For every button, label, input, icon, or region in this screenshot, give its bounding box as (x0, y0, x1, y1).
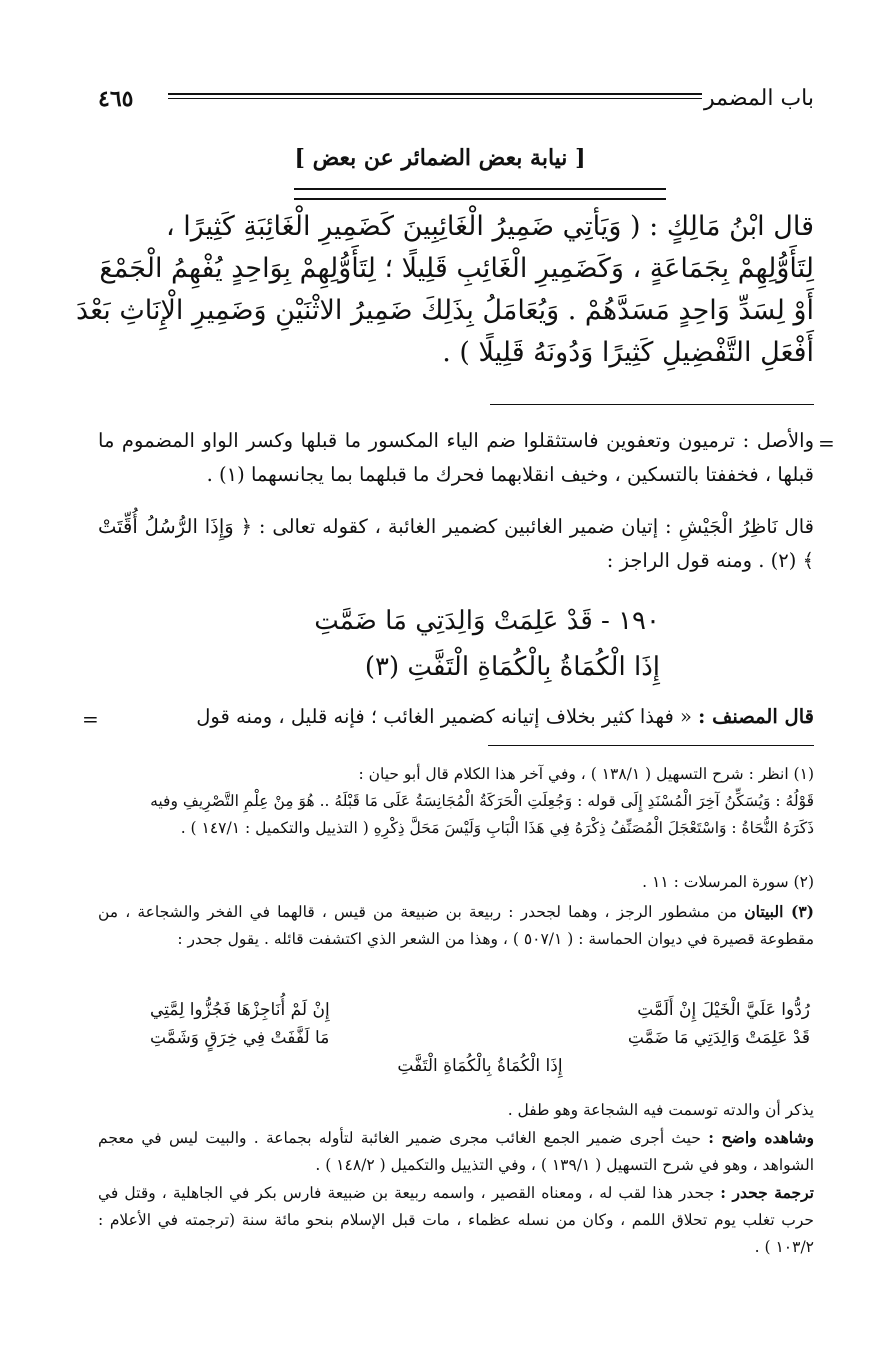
asl-paragraph: والأصل : ترميون وتعفوين فاستثقلوا ضم الياء المكسور ما قبلها وكسر الواو المضموم ما قبلها ، فخففتا بالتسكين ، وخيف انقلابهما فحرك ما قبلهما بما يجانسهما (١) . (98, 429, 814, 486)
verse-hemistich: رُدُّوا عَلَيَّ الْخَيْلَ إِنْ أَلَمَّتِ (637, 1000, 810, 1020)
nazir-paragraph: قال نَاظِرُ الْجَيْشِ : إتيان ضمير الغائبين كضمير الغائبة ، كقوله تعالى : ﴿ وَإِذَا الرُّسُلُ أُقِّتَتْ ﴾ (٢) . ومنه قول الراجز : (98, 515, 814, 572)
footnote-3 (98, 898, 814, 953)
footnote-line: ذَكَرَهُ النُّحَاةُ : وَاسْتَعْجَلَ الْمُصَنِّفُ ذِكْرَهُ فِي هَذَا الْبَابِ وَلَيْسَ مَحَلَّ ذِكْرِهِ ( التذييل والتكميل : ١٤٧/١ ) . (180, 819, 814, 837)
footnote-2 (98, 869, 814, 896)
verse-hemistich: قَدْ عَلِمَتْ وَالِدَتِي مَا ضَمَّتِ (627, 1028, 810, 1048)
poem-line: ١٩٠ - قَدْ عَلِمَتْ وَالِدَتِي مَا ضَمَّتِ (314, 606, 660, 636)
footnote-line: (٢) سورة المرسلات : ١١ . (642, 873, 814, 891)
header-rule (168, 93, 702, 99)
ibn-malik-quote (76, 206, 814, 374)
quote-rule (490, 404, 814, 405)
footnote-1 (98, 761, 814, 842)
footnote-text: جحدر هذا لقب له ، ومعناه القصير ، واسمه ربيعة بن ضبيعة فارس بكر في الجاهلية ، وقتل في حرب تغلب يوم تحلاق اللمم ، وكان من نسله عظماء ، مات قبل الإسلام بنحو مائة سنة (ترجمته في الأعلام : ١٠٣/٢ ) . (98, 1184, 814, 1256)
footnote-line: يذكر أن والدته توسمت فيه الشجاعة وهو طفل . (507, 1101, 814, 1119)
footnote-text: حيث أجرى ضمير الجمع الغائب مجرى ضمير الغائبة لتأوله بجماعة . والبيت ليس في معجم الشواهد ، وهو في شرح التسهيل ( ١٣٩/١ ) ، وفي التذييل والتكميل ( ١٤٨/٢ ) . (98, 1129, 814, 1174)
footnote-3-continued (98, 1097, 814, 1261)
footnote-verses (150, 996, 810, 1080)
quote-line: أَفْعَلِ التَّفْضِيلِ كَثِيرًا وَدُونَهُ قَلِيلًا ) . (442, 337, 814, 368)
verse-hemistich: إِذَا الْكُمَاةُ بِالْكُمَاةِ الْتَفَّتِ (397, 1056, 563, 1076)
verse-hemistich: مَا لَفَّفَتْ فِي خِرَقٍ وَشَمَّتِ (150, 1028, 330, 1048)
footnote-label: ترجمة جحدر : (720, 1183, 814, 1202)
musannif-paragraph (114, 700, 814, 734)
section-title: [ نيابة بعض الضمائر عن بعض ] (294, 145, 586, 171)
musannif-label: قال المصنف : (698, 705, 814, 728)
footnote-line: قَوْلُهُ : وَيُسَكِّنُ آخِرَ الْمُسْنَدِ إِلَى قوله : وَجُعِلَتِ الْحَرَكَةُ الْمُجَانِسَةُ عَلَى مَا قَبْلَهُ .. هُوَ مِنْ عِلْمِ التَّصْرِيفِ وفيه (150, 792, 814, 810)
footnote-label: (٣) البيتان (744, 902, 814, 921)
footnote-text: من مشطور الرجز ، وهما لجحدر : ربيعة بن ضبيعة من قيس ، قالهما في الفخر والشجاعة ، من مقطوعة قصيرة في ديوان الحماسة : ( ٥٠٧/١ ) ، وهذا من الشعر الذي اكتشفت قائله . يقول جحدر : (98, 903, 814, 948)
footnote-rule (488, 745, 814, 746)
chapter-title: باب المضمر (704, 86, 814, 111)
footnote-label: وشاهده واضح : (708, 1128, 814, 1147)
page-number: ٤٦٥ (98, 86, 134, 112)
quote-line: قال ابْنُ مَالِكٍ : ( وَيَأتِي ضَمِيرُ الْغَائِبِينَ كَضَمِيرِ الْغَائِبَةِ كَثِيرًا ، (165, 211, 814, 242)
verse-hemistich: إِنْ لَمْ أُنَاجِزْهَا فَجُزُّوا لِمَّتِي (150, 1000, 330, 1020)
quote-line: أَوْ لِسَدِّ وَاحِدٍ مَسَدَّهُمْ . وَيُعَامَلُ بِذَلِكَ ضَمِيرُ الاثْنَيْنِ وَضَمِيرِ الْإِنَاثِ بَعْدَ (76, 295, 814, 326)
section-divider (294, 188, 666, 200)
continuation-marker: = (82, 707, 99, 731)
quote-line: لِتَأَوُّلِهِمْ بِجَمَاعَةٍ ، وَكَضَمِيرِ الْغَائِبِ قَلِيلًا ؛ لِتَأَوُّلِهِمْ بِوَاحِدٍ يُفْهِمُ الْجَمْعَ (99, 253, 814, 284)
running-header (98, 84, 814, 118)
footnote-line: (١) انظر : شرح التسهيل ( ١٣٨/١ ) ، وفي آخر هذا الكلام قال أبو حيان : (358, 765, 814, 783)
continuation-marker: = (818, 431, 835, 455)
poem-line: إِذَا الْكُمَاةُ بِالْكُمَاةِ الْتَفَّتِ (٣) (364, 652, 660, 682)
musannif-text: « فهذا كثير بخلاف إتيانه كضمير الغائب ؛ فإنه قليل ، ومنه قول (196, 705, 692, 728)
